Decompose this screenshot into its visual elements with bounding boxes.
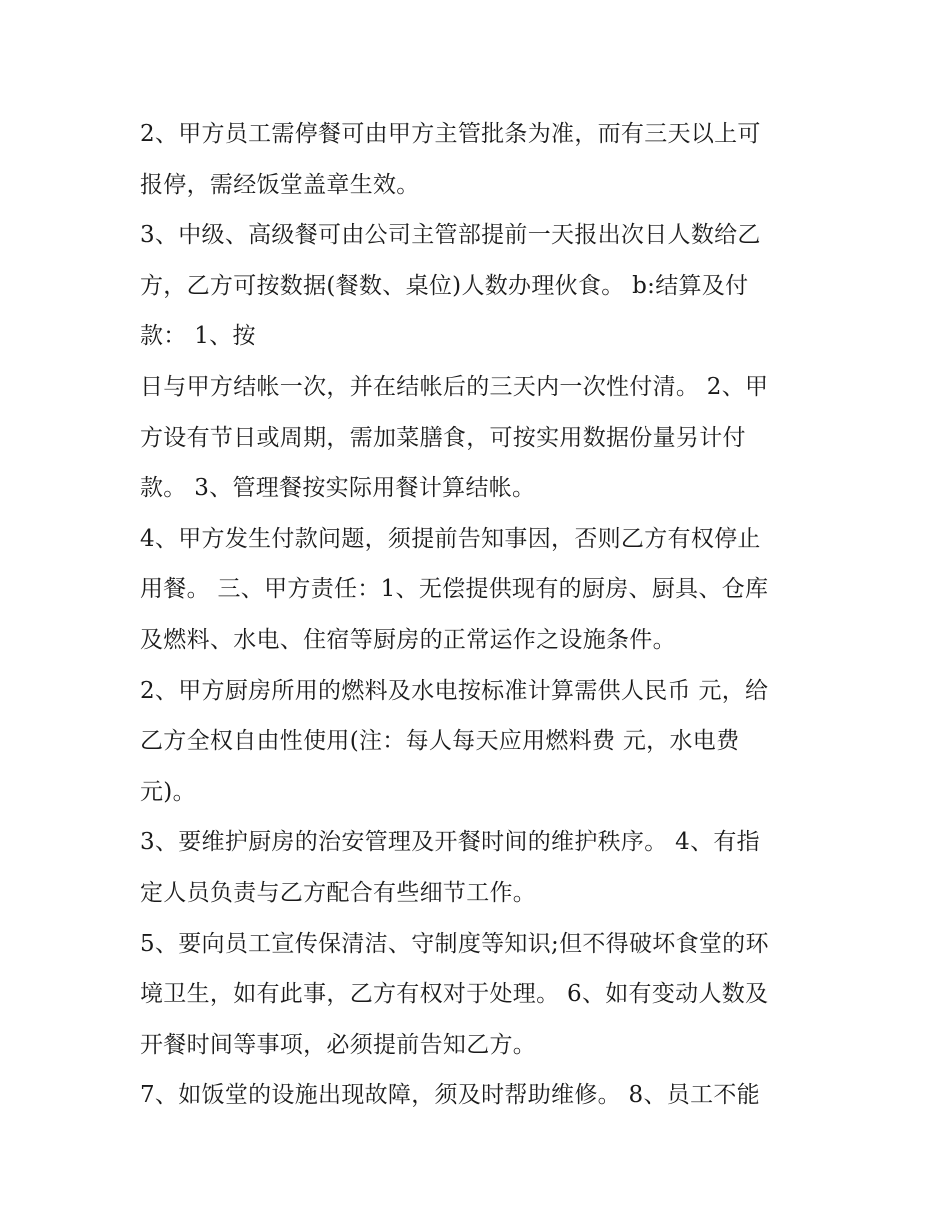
text-line: 元)。	[140, 778, 196, 805]
text-line: 款： 1、按	[140, 323, 256, 350]
text-line: 5、要向员工宣传保清洁、守制度等知识;但不得破坏食堂的环	[140, 930, 769, 957]
text-line: 款。 3、管理餐按实际用餐计算结帐。	[140, 475, 536, 502]
text-line: 3、要维护厨房的治安管理及开餐时间的维护秩序。 4、有指	[140, 829, 760, 856]
text-line: 定人员负责与乙方配合有些细节工作。	[140, 879, 537, 906]
text-line: 7、如饭堂的设施出现故障，须及时帮助维修。 8、员工不能	[140, 1082, 760, 1109]
text-line: 方设有节日或周期，需加菜膳食，可按实用数据份量另计付	[140, 424, 746, 451]
text-line: 4、甲方发生付款问题，须提前告知事因，否则乙方有权停止	[140, 525, 761, 552]
text-line: 2、甲方厨房所用的燃料及水电按标准计算需供人民币 元，给	[140, 677, 769, 704]
document-body	[140, 109, 820, 1121]
text-line: 方，乙方可按数据(餐数、桌位)人数办理伙食。 b:结算及付	[140, 272, 749, 299]
text-line: 及燃料、水电、住宿等厨房的正常运作之设施条件。	[140, 626, 676, 653]
text-line: 乙方全权自由性使用(注：每人每天应用燃料费 元，水电费	[140, 728, 740, 755]
text-line: 境卫生，如有此事，乙方有权对于处理。 6、如有变动人数及	[140, 981, 769, 1008]
text-line: 2、甲方员工需停餐可由甲方主管批条为准，而有三天以上可	[140, 121, 761, 147]
text-line: 开餐时间等事项，必须提前告知乙方。	[140, 1031, 537, 1058]
text-line: 3、中级、高级餐可由公司主管部提前一天报出次日人数给乙	[140, 222, 761, 249]
text-line: 日与甲方结帐一次，并在结帐后的三天内一次性付清。 2、甲	[140, 373, 769, 400]
text-line: 用餐。 三、甲方责任：1、无偿提供现有的厨房、厨具、仓库	[140, 576, 769, 603]
text-line: 报停，需经饭堂盖章生效。	[140, 171, 420, 198]
